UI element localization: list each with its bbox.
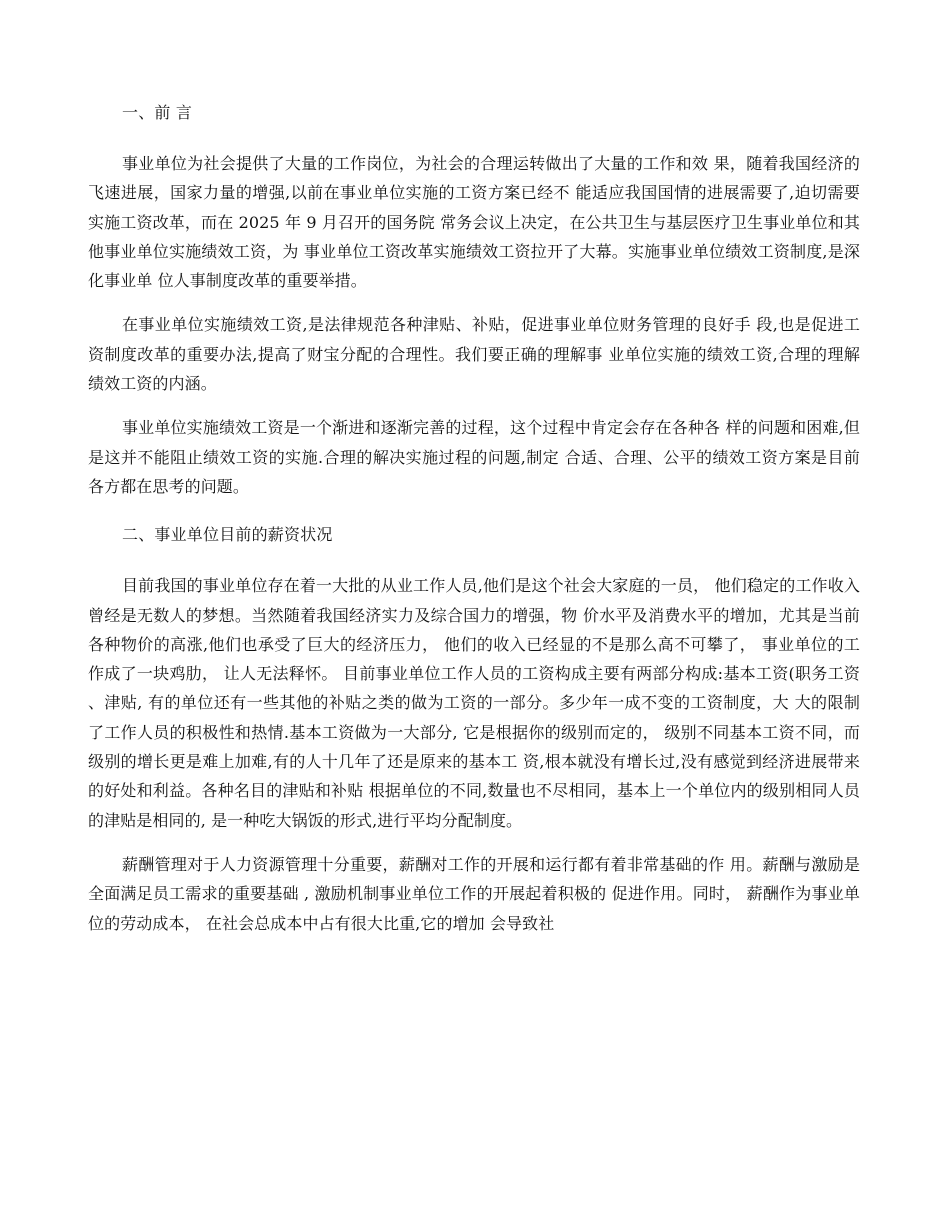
paragraph-implementation: 事业单位实施绩效工资是一个渐进和逐渐完善的过程，这个过程中肯定会存在各种各 样的问题和困难,但是这并不能阻止绩效工资的实施.合理的解决实施过程的问题,制定 合适、合理、公平的绩效工资方案是目前各方都在思考的问题。	[88, 418, 860, 496]
section-heading-salary-status: 二、事业单位目前的薪资状况	[122, 525, 333, 545]
paragraph-intro: 事业单位为社会提供了大量的工作岗位，为社会的合理运转做出了大量的工作和效 果，随着我国经济的飞速进展，国家力量的增强,以前在事业单位实施的工资方案已经不 能适应我国国情的进展需要了,迫切需要实施工资改革，而在 2025 年 9 月召开的国务院 常务会议上决定，在公共卫生与基层医疗卫生事业单位和其他事业单位实施绩效工资，为 事业单位工资改革实施绩效工资拉开了大幕。实施事业单位绩效工资制度,是深化事业单 位人事制度改革的重要举措。	[88, 154, 860, 291]
paragraph-salary-status: 目前我国的事业单位存在着一大批的从业工作人员,他们是这个社会大家庭的一员， 他们稳定的工作收入曾经是无数人的梦想。当然随着我国经济实力及综合国力的增强，物 价水平及消费水平的增加，尤其是当前各种物价的高涨,他们也承受了巨大的经济压力， 他们的收入已经显的不是那么高不可攀了， 事业单位的工作成了一块鸡肋， 让人无法释怀。 目前事业单位工作人员的工资构成主要有两部分构成:基本工资(职务工资 、津贴, 有的单位还有一些其他的补贴之类的做为工资的一部分。多少年一成不变的工资制度，大 大的限制了工作人员的积极性和热情.基本工资做为一大部分, 它是根据你的级别而定的， 级别不同基本工资不同，而级别的增长更是难上加难,有的人十几年了还是原来的基本工 资,根本就没有增长过,没有感觉到经济进展带来的好处和利益。各种名目的津贴和补贴 根据单位的不同,数量也不尽相同，基本上一个单位内的级别相同人员的津贴是相同的, 是一种吃大锅饭的形式,进行平均分配制度。	[88, 576, 860, 830]
paragraph-compensation-management: 薪酬管理对于人力资源管理十分重要，薪酬对工作的开展和运行都有着非常基础的作 用。薪酬与激励是全面满足员工需求的重要基础 , 激励机制事业单位工作的开展起着积极的 促进作用。同时， 薪酬作为事业单位的劳动成本， 在社会总成本中占有很大比重,它的增加 会导致社	[88, 854, 860, 933]
paragraph-performance-pay: 在事业单位实施绩效工资,是法律规范各种津贴、补贴，促进事业单位财务管理的良好手 段,也是促进工资制度改革的重要办法,提高了财宝分配的合理性。我们要正确的理解事 业单位实施的绩效工资,合理的理解绩效工资的内涵。	[88, 315, 860, 394]
section-heading-preface: 一、前 言	[122, 103, 193, 122]
document-body	[88, 98, 860, 953]
